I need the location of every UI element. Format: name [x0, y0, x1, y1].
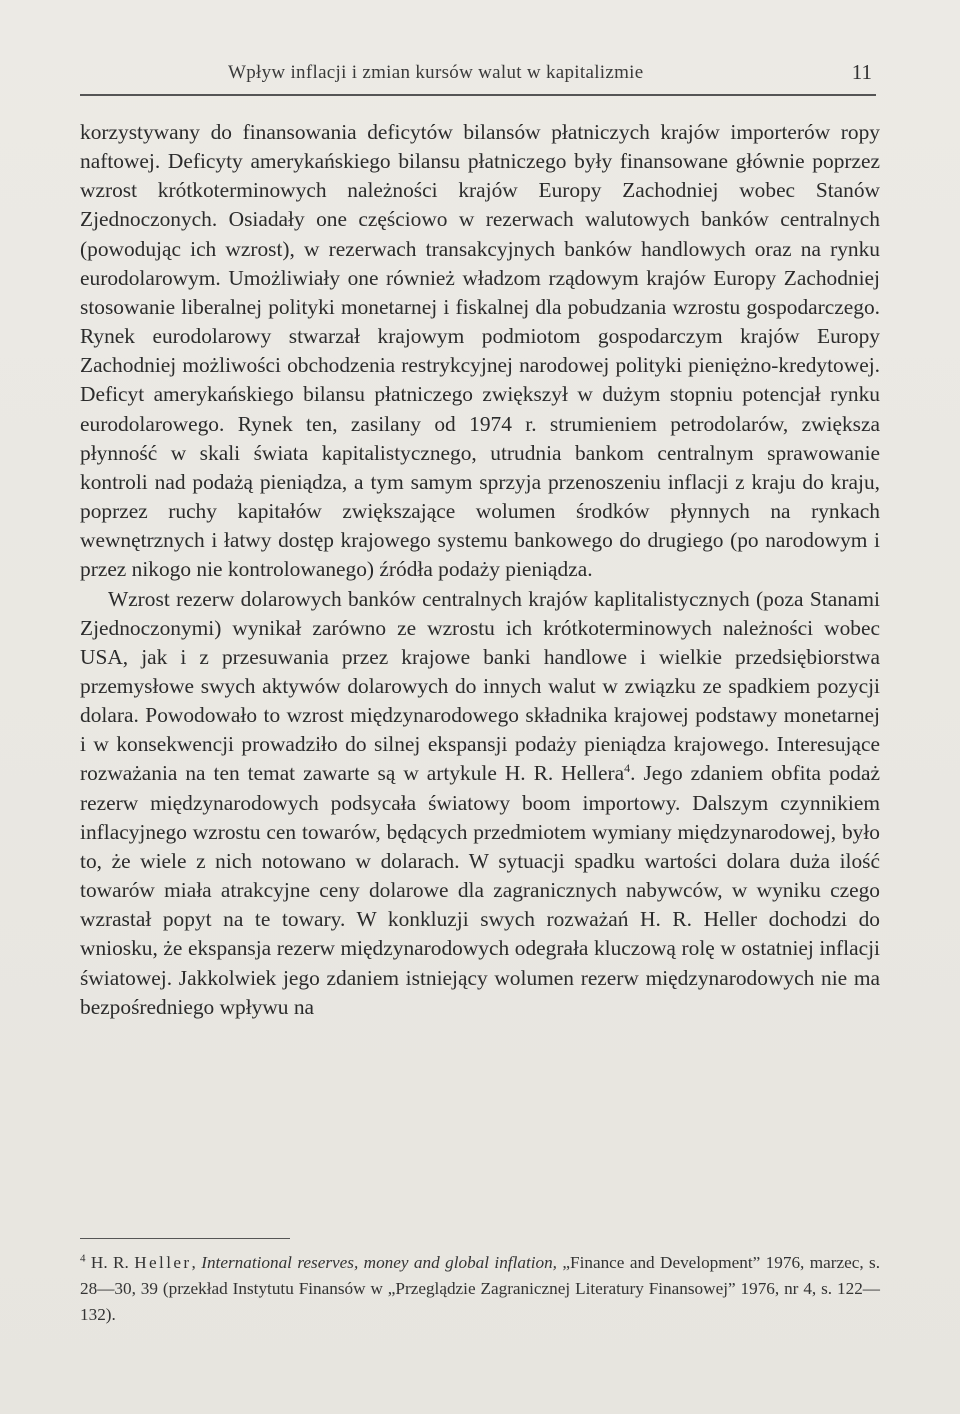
- footnote-divider: [80, 1238, 290, 1239]
- footnote-reference: 4: [624, 761, 631, 776]
- body-text: [80, 118, 880, 1022]
- page-number: 11: [851, 60, 872, 84]
- paragraph-1: korzystywany do finansowania deficytów bilansów płatniczych krajów importerów ropy naftowej. Deficyty amerykańskiego bilansu płatniczego były finansowane głównie poprzez wzrost krótkoterminowych należności krajów Europy Zachodniej wobec Stanów Zjednoczonych. Osiadały one częściowo w rezerwach walutowych banków centralnych (powodując ich wzrost), w rezerwach transakcyjnych banków handlowych oraz na rynku eurodolarowym. Umożliwiały one również władzom rządowym krajów Europy Zachodniej stosowanie liberalnej polityki monetarnej i fiskalnej dla pobudzania wzrostu gospodarczego. Rynek eurodolarowy stwarzał krajowym podmiotom gospodarczym krajów Europy Zachodniej możliwości obchodzenia restrykcyjnej narodowej polityki pieniężno-kredytowej. Deficyt amerykańskiego bilansu płatniczego zwiększył w dużym stopniu potencjał rynku eurodolarowego. Rynek ten, zasilany od 1974 r. strumieniem petrodolarów, zwiększa płynność w skali świata kapitalistycznego, utrudnia bankom centralnym sprawowanie kontroli nad podażą pieniądza, a tym samym sprzyja przenoszeniu inflacji z kraju do kraju, poprzez ruchy kapitałów zwiększające wolumen środków płynnych na rynkach wewnętrznych i łatwy dostęp krajowego systemu bankowego do drugiego (po narodowym i przez nikogo nie kontrolowanego) źródła podaży pieniądza.: [80, 120, 880, 582]
- footnote-title: International reserves, money and global inflation,: [201, 1253, 557, 1272]
- paragraph-2: [80, 585, 880, 1022]
- footnote: $^4$ H. R. Heller, International reserves, money and global inflation, „Finance and Development” 1976, marzec, s. 28—30, 39 (przekład Instytutu Finansów w „Przeglądzie Zagranicznej Literatury Finansowej” 1976, nr 4, s. 122—132).: [80, 1252, 881, 1324]
- paragraph-2-text-before: Wzrost rezerw dolarowych banków centralnych krajów kaplitalistycznych (poza Stanami Zjednoczonymi) wynikał zarówno ze wzrostu ich krótkoterminowych należności wobec USA, jak i z przesuwania przez krajowe banki handlowe i wielkie przedsiębiorstwa przemysłowe swych aktywów dolarowych do innych walut w związku ze spadkiem pozycji dolara. Powodowało to wzrost międzynarodowego składnika krajowej podstawy monetarnej i w konsekwencji prowadziło do silnej ekspansji podaży pieniądza krajowego. Interesujące rozważania na ten temat zawarte są w artykule H. R. Hellera: [80, 586, 880, 786]
- running-title: Wpływ inflacji i zmian kursów walut w kapitalizmie: [228, 62, 644, 83]
- paragraph-2-text-after: . Jego zdaniem obfita podaż rezerw międzynarodowych podsycała światowy boom importowy. Dalszym czynnikiem inflacyjnego wzrostu cen towarów, będących przedmiotem wymiany międzynarodowej, było to, że wiele z nich notowano w dolarach. W sytuacji spadku wartości dolara duża ilość towarów miała atrakcyjne ceny dolarowe dla zagranicznych nabywców, w wyniku czego wzrastał popyt na te towary. W konkluzji swych rozważań H. R. Heller dochodzi do wniosku, że ekspansja rezerw międzynarodowych odegrała kluczową rolę w ostatniej inflacji światowej. Jakkolwiek jego zdaniem istniejący wolumen rezerw międzynarodowych nie ma bezpośredniego wpływu na: [80, 761, 880, 1019]
- footnote-author-surname: Heller: [134, 1253, 192, 1272]
- footnote-mark: 4: [80, 1252, 86, 1265]
- footnote-source: „Finance and Development” 1976, marzec, s. 28—30, 39 (przekład Instytutu Finansów w „Przeglądzie Zagranicznej Literatury Finansowej” 1976, nr 4, s. 122—132).: [80, 1253, 881, 1324]
- footnote-author-initials: H. R.: [90, 1253, 129, 1272]
- page-header: [80, 54, 876, 96]
